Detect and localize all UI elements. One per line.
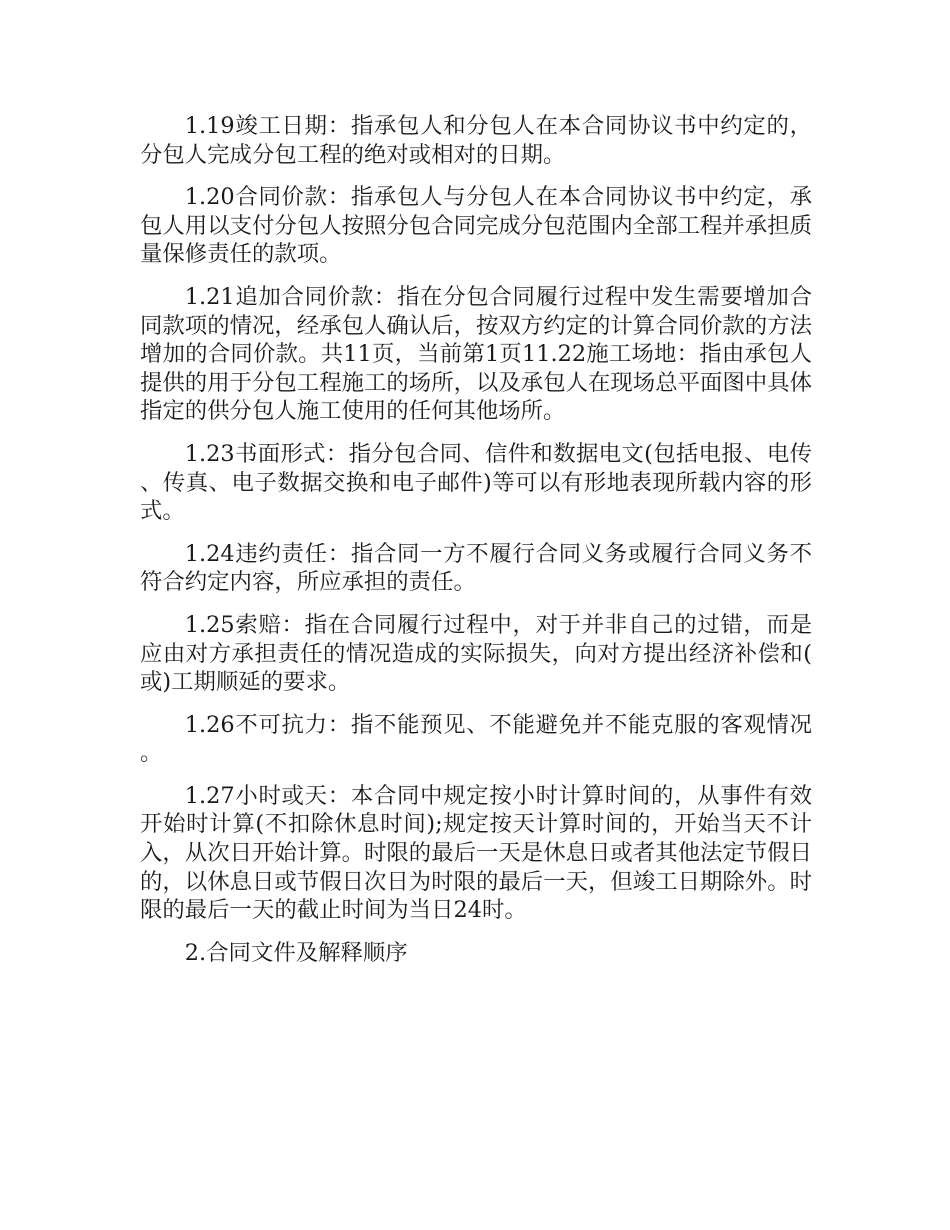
section-heading-2: 2.合同文件及解释顺序	[184, 939, 408, 966]
clause-1-20: 1.20合同价款：指承包人与分包人在本合同协议书中约定，承包人用以支付分包人按照分包合同完成分包范围内全部工程并承担质量保修责任的款项。	[140, 184, 812, 268]
document-page	[140, 112, 812, 981]
clause-1-21: 1.21追加合同价款：指在分包合同履行过程中发生需要增加合同款项的情况，经承包人确认后，按双方约定的计算合同价款的方法增加的合同价款。共11页，当前第1页11.22施工场地：指由承包人提供的用于分包工程施工的场所，以及承包人在现场总平面图中具体指定的供分包人施工使用的任何其他场所。	[140, 283, 812, 425]
clause-1-27: 1.27小时或天：本合同中规定按小时计算时间的，从事件有效开始时计算(不扣除休息时间);规定按天计算时间的，开始当天不计入，从次日开始计算。时限的最后一天是休息日或者其他法定节假日的，以休息日或节假日次日为时限的最后一天，但竣工日期除外。时限的最后一天的截止时间为当日24时。	[140, 782, 812, 924]
clause-1-26: 1.26不可抗力：指不能预见、不能避免并不能克服的客观情况。	[140, 711, 812, 767]
clause-1-23: 1.23书面形式：指分包合同、信件和数据电文(包括电报、电传、传真、电子数据交换和电子邮件)等可以有形地表现所载内容的形式。	[140, 440, 812, 525]
clause-1-25: 1.25索赔：指在合同履行过程中，对于并非自己的过错，而是应由对方承担责任的情况造成的实际损失，向对方提出经济补偿和(或)工期顺延的要求。	[140, 611, 812, 696]
clause-1-19: 1.19竣工日期：指承包人和分包人在本合同协议书中约定的，分包人完成分包工程的绝对或相对的日期。	[140, 113, 812, 168]
clause-1-24: 1.24违约责任：指合同一方不履行合同义务或履行合同义务不符合约定内容，所应承担的责任。	[140, 540, 812, 596]
